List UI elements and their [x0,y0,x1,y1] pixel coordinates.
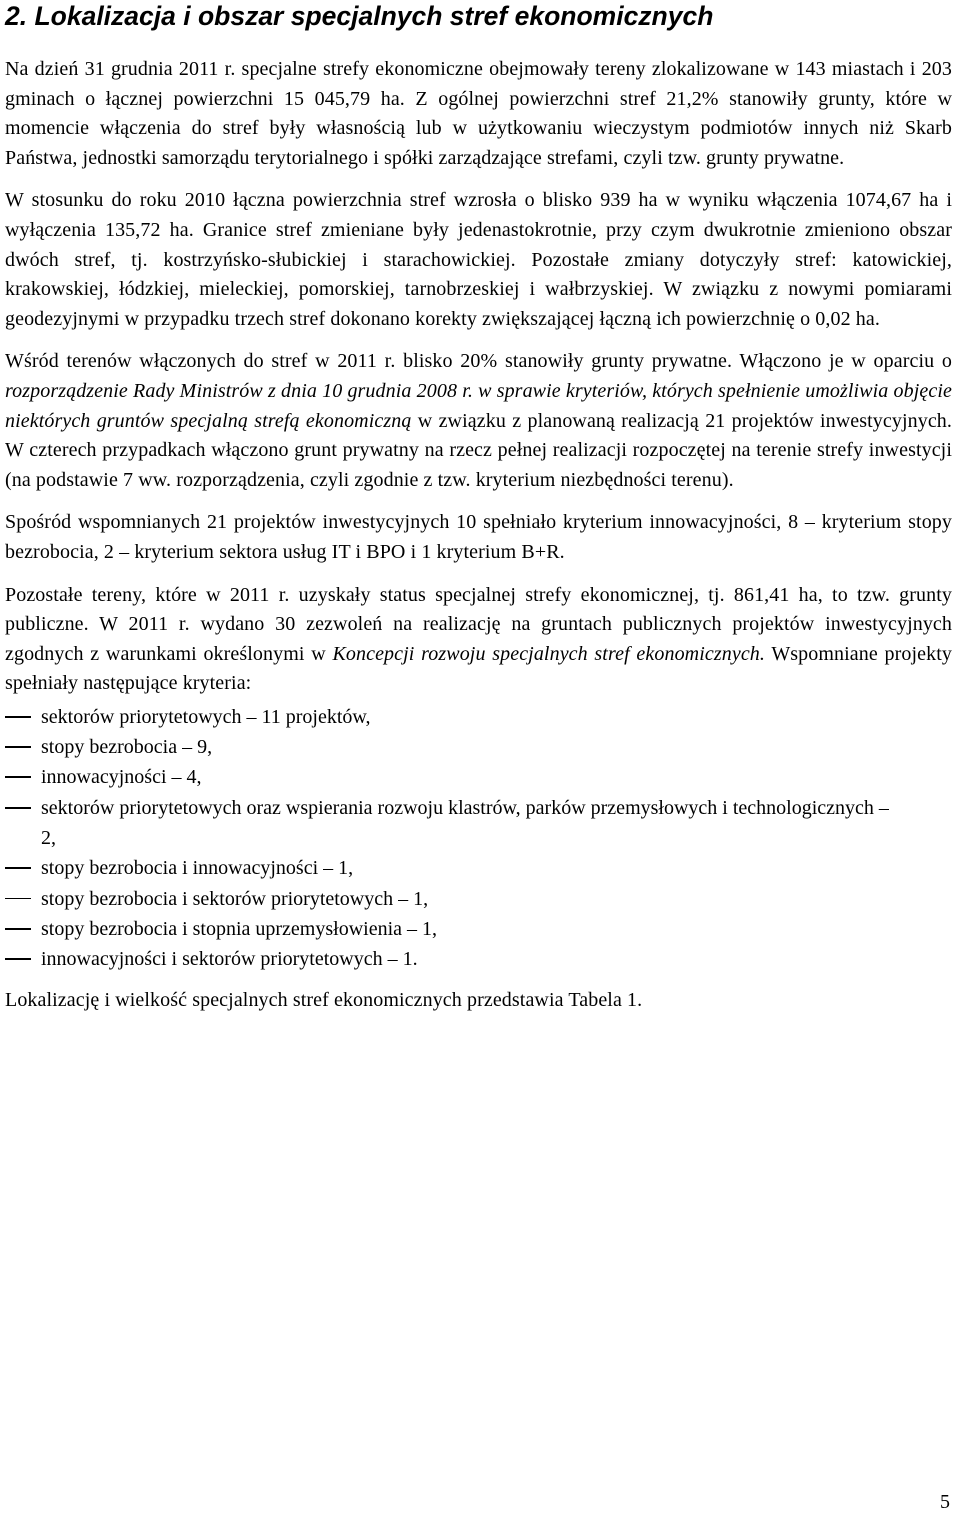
paragraph-table-reference: Lokalizację i wielkość specjalnych stref ekonomicznych przedstawia Tabela 1. [5,988,643,1011]
list-item-text: stopy bezrobocia i sektorów priorytetowych – 1, [41,887,429,910]
list-item [5,884,952,914]
list-item-text: sektorów priorytetowych oraz wspierania rozwoju klastrów, parków przemysłowych i technologicznych – 2, [41,796,889,850]
list-item [5,702,952,732]
public-land-text-a: Pozostałe tereny, które w 2011 r. uzyskały status specjalnej strefy ekonomicznej, tj. 861,41 ha, to tzw. grunty publiczne. W 2011 r. wydano 30 zezwoleń na realizację na gruntach publicznych projektów inwestycyjnych zgodnych z warunkami określonymi w [5,583,952,665]
list-item [5,853,952,883]
list-item [5,732,952,762]
concept-title: Koncepcji rozwoju specjalnych stref ekonomicznych. [332,642,765,665]
private-land-text-a: Wśród terenów włączonych do stref w 2011 r. blisko 20% stanowiły grunty prywatne. Włączono je w oparciu o [5,350,952,373]
list-item [5,762,952,792]
dash-bullet [5,746,31,748]
dash-bullet [5,898,31,900]
public-land-text-c: Wspomniane projekty spełniały następujące kryteria: [5,642,952,695]
list-item-text: stopy bezrobocia i innowacyjności – 1, [41,857,354,880]
section-heading: 2. Lokalizacja i obszar specjalnych stref ekonomicznych [5,1,714,31]
paragraph-private-land [5,347,952,495]
regulation-title: rozporządzenie Rady Ministrów z dnia 10 grudnia 2008 r. w sprawie kryteriów, których spełnienie umożliwia objęcie niektórych gruntów specjalną strefą ekonomiczną [5,379,952,432]
list-item [5,793,952,854]
paragraph-projects-criteria: Spośród wspomnianych 21 projektów inwestycyjnych 10 spełniało kryterium innowacyjności, 8 – kryterium stopy bezrobocia, 2 – kryterium sektora usług IT i BPO i 1 kryterium B+R. [5,511,952,563]
criteria-list [5,702,952,975]
list-item [5,914,952,944]
dash-bullet [5,928,31,930]
list-item-text: stopy bezrobocia i stopnia uprzemysłowienia – 1, [41,917,438,940]
private-land-text-c: w związku z planowaną realizacją 21 projektów inwestycyjnych. W czterech przypadkach włączono grunt prywatny na rzecz pełnej realizacji rozpoczętej na terenie strefy inwestycji (na podstawie 7 ww. rozporządzenia, czyli zgodnie z tzw. kryterium niezbędności terenu). [5,409,952,491]
dash-bullet [5,776,31,778]
paragraph-area-summary: Na dzień 31 grudnia 2011 r. specjalne strefy ekonomiczne obejmowały tereny zlokalizowane w 143 miastach i 203 gminach o łącznej powierzchni 15 045,79 ha. Z ogólnej powierzchni stref 21,2% stanowiły grunty, które w momencie włączenia do stref były własnością lub w użytkowaniu wieczystym podmiotów innych niż Skarb Państwa, jednostki samorządu terytorialnego i spółki zarządzające strefami, czyli tzw. grunty prywatne. [5,58,952,169]
paragraph-public-land [5,581,952,699]
dash-bullet [5,716,31,718]
list-item-text: innowacyjności – 4, [41,766,202,789]
dash-bullet [5,807,31,809]
list-item-text: sektorów priorytetowych – 11 projektów, [41,705,371,728]
list-item [5,944,952,974]
page-number: 5 [940,1491,950,1513]
dash-bullet [5,958,31,960]
list-item-text: innowacyjności i sektorów priorytetowych – 1. [41,948,418,971]
dash-bullet [5,867,31,869]
list-item-text: stopy bezrobocia – 9, [41,736,213,759]
paragraph-changes-2010: W stosunku do roku 2010 łączna powierzchnia stref wzrosła o blisko 939 ha w wyniku włączenia 1074,67 ha i wyłączenia 135,72 ha. Granice stref zmieniane były jedenastokrotnie, przy czym dwukrotnie zmieniono obszar dwóch stref, tj. kostrzyńsko-słubickiej i starachowickiej. Pozostałe zmiany dotyczyły stref: katowickiej, krakowskiej, łódzkiej, mieleckiej, pomorskiej, tarnobrzeskiej i wałbrzyskiej. W związku z nowymi pomiarami geodezyjnymi w przypadku trzech stref dokonano korekty zwiększającej łączną ich powierzchnię o 0,02 ha. [5,189,952,330]
